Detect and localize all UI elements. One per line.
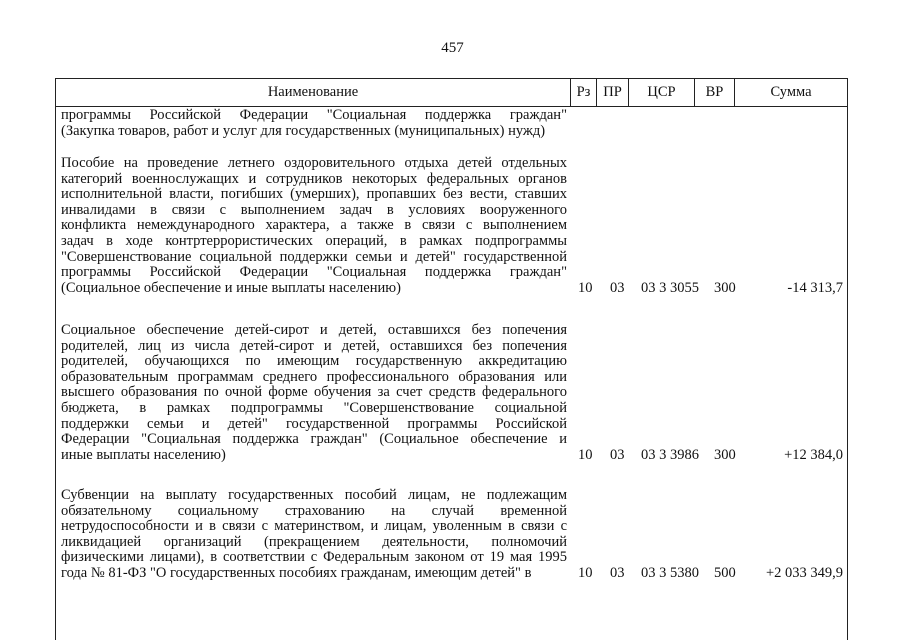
row-vr: 300 — [714, 279, 736, 296]
row-name-line: исполнительной власти, погибших (умерших), пропавших без вести, ставших — [61, 186, 567, 203]
header-name: Наименование — [56, 79, 571, 106]
table-row — [61, 488, 851, 582]
row-vr: 300 — [714, 446, 736, 463]
row-name-line: родителей, лиц из числа детей-сирот и детей, оставшихся без попечения — [61, 337, 567, 354]
row-name-line: бюджета, в рамках подпрограммы "Совершенствование социальной — [61, 399, 567, 416]
row-rz: 10 — [578, 279, 593, 296]
row-sum: +12 384,0 — [784, 446, 843, 463]
row-name-line: года № 81-ФЗ "О государственных пособиях гражданам, имеющим детей" в — [61, 564, 532, 581]
row-name-line: конфликта немеждународного характера, а также в связи с выполнением — [61, 217, 567, 234]
row-name-line: Пособие на проведение летнего оздоровительного отдыха детей отдельных — [61, 155, 567, 171]
row-rz: 10 — [578, 446, 593, 463]
row-pr: 03 — [610, 446, 625, 463]
row-name-line: (Социальное обеспечение и иные выплаты населению) — [61, 279, 401, 296]
row-name-line: "Совершенствование социальной поддержки семьи и детей" государственной — [61, 248, 567, 265]
row-name-line: нетрудоспособности и в связи с материнством, и лицам, уволенным в связи с — [61, 518, 567, 535]
row-name-line: Субвенции на выплату государственных пособий лицам, не подлежащим — [61, 487, 567, 503]
row-sum: -14 313,7 — [787, 279, 843, 296]
row-name-line: Социальное обеспечение детей-сирот и детей, оставшихся без попечения — [61, 322, 567, 338]
row-name — [61, 323, 567, 463]
row-name — [61, 108, 567, 139]
row-name-line: физическими лицами), в соответствии с Федеральным законом от 19 мая 1995 — [61, 549, 567, 566]
table-row — [61, 323, 851, 463]
page-number: 457 — [441, 40, 464, 56]
row-name-line: образовательным программам среднего профессионального образования или — [61, 368, 567, 385]
table-row — [61, 156, 851, 296]
row-name-line: поддержки семьи и детей" государственной программы Российской — [61, 415, 567, 432]
table-row — [61, 108, 851, 139]
row-name-line: обязательному социальному страхованию на случай временной — [61, 502, 567, 519]
row-name-line: инвалидами в связи с выполнением задач в условиях вооруженного — [61, 201, 567, 218]
row-name-line: Федерации "Социальная поддержка граждан" (Социальное обеспечение и — [61, 431, 567, 448]
row-sum: +2 033 349,9 — [765, 564, 843, 581]
row-csr: 03 3 5380 — [641, 564, 699, 581]
header-vr: ВР — [695, 79, 735, 106]
row-csr: 03 3 3986 — [641, 446, 699, 463]
row-name-line: (Закупка товаров, работ и услуг для государственных (муниципальных) нужд) — [61, 122, 546, 139]
row-name-line: программы Российской Федерации "Социальная поддержка граждан" — [61, 264, 567, 281]
row-name — [61, 156, 567, 296]
row-pr: 03 — [610, 279, 625, 296]
row-name-line: иные выплаты населению) — [61, 446, 226, 463]
row-pr: 03 — [610, 564, 625, 581]
row-name — [61, 488, 567, 582]
row-name-line: ликвидацией организаций (прекращением деятельности, полномочий — [61, 533, 567, 550]
header-csr: ЦСР — [629, 79, 695, 106]
row-name-line: задач в ходе контртеррористических операций, в рамках подпрограммы — [61, 232, 567, 249]
row-vr: 500 — [714, 564, 736, 581]
row-rz: 10 — [578, 564, 593, 581]
row-name-line: категорий военнослужащих и сотрудников некоторых федеральных органов — [61, 170, 567, 187]
row-name-line: программы Российской Федерации "Социальная поддержка граждан" — [61, 107, 567, 123]
table-header — [55, 78, 848, 107]
table-border-left — [55, 106, 56, 640]
header-pr: ПР — [597, 79, 629, 106]
header-rz: Рз — [571, 79, 597, 106]
row-name-line: высшего образования по очной форме обучения за счет средств федерального — [61, 384, 567, 401]
row-name-line: родителей, обучающихся по имеющим государственную аккредитацию — [61, 353, 567, 370]
header-sum: Сумма — [770, 84, 812, 100]
row-csr: 03 3 3055 — [641, 279, 699, 296]
